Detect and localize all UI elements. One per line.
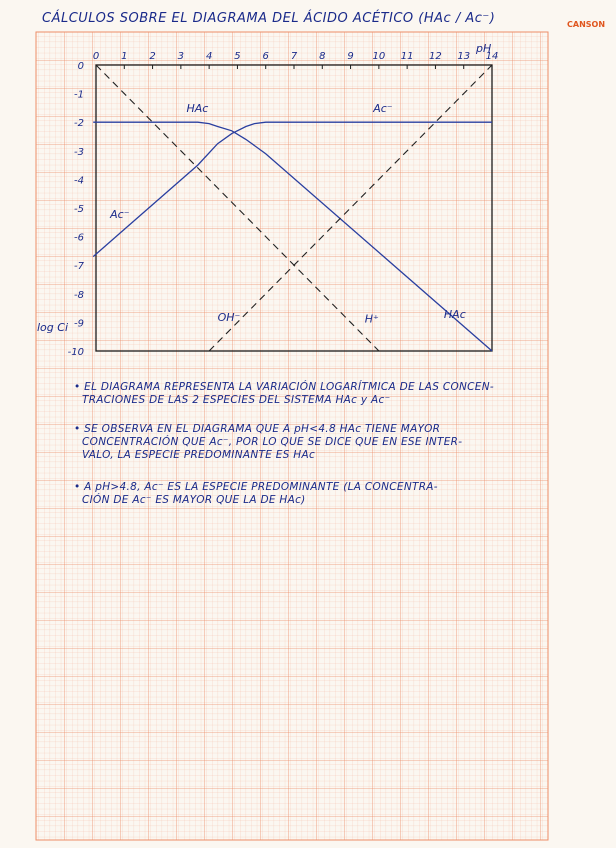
x-tick-label: 0: [92, 51, 100, 62]
x-tick-label: 10: [372, 51, 386, 62]
x-tick-label: 7: [290, 51, 298, 62]
note-line: • EL DIAGRAMA REPRESENTA LA VARIACIÓN LOGARÍTMICA DE LAS CONCEN-: [74, 381, 494, 393]
annotation-label: OH⁻: [217, 310, 241, 324]
y-tick-label: -7: [74, 261, 84, 273]
x-tick-label: 5: [234, 51, 241, 62]
note-line: • SE OBSERVA EN EL DIAGRAMA QUE A pH<4.8 HAc TIENE MAYOR: [74, 423, 441, 435]
x-tick-label: 12: [429, 51, 442, 62]
annotation-label: Ac⁻: [373, 102, 393, 116]
y-axis-label: log Ci: [37, 321, 69, 334]
x-axis-label: pH: [476, 42, 492, 55]
y-tick-label: -6: [74, 232, 84, 244]
y-tick-label: -10: [67, 347, 84, 358]
note-line: • A pH>4.8, Ac⁻ ES LA ESPECIE PREDOMINANTE (LA CONCENTRA-: [74, 481, 438, 493]
brand-logo: CANSON: [567, 20, 606, 29]
x-tick-label: 6: [262, 51, 269, 62]
x-tick-label: 8: [319, 51, 326, 62]
y-tick-label: -3: [74, 146, 84, 158]
y-tick-label: -5: [74, 204, 84, 215]
annotation-label: HAc: [443, 308, 466, 322]
y-tick-label: -8: [74, 289, 84, 301]
y-tick-label: -9: [74, 318, 84, 330]
y-tick-label: -1: [74, 89, 84, 101]
x-tick-label: 1: [121, 51, 128, 62]
x-tick-label: 11: [400, 51, 414, 62]
y-tick-label: 0: [77, 61, 84, 72]
x-tick-label: 2: [149, 51, 156, 62]
y-tick-label: -4: [74, 175, 84, 187]
page-title: CÁLCULOS SOBRE EL DIAGRAMA DEL ÁCIDO ACÉTICO (HAc / Ac⁻): [42, 11, 496, 26]
note-line: VALO, LA ESPECIE PREDOMINANTE ES HAc: [82, 449, 316, 461]
annotation-label: Ac⁻: [110, 208, 130, 222]
note-line: CIÓN DE Ac⁻ ES MAYOR QUE LA DE HAc): [82, 494, 306, 506]
note-line: CONCENTRACIÓN QUE Ac⁻, POR LO QUE SE DICE QUE EN ESE INTER-: [82, 436, 463, 448]
x-tick-label: 13: [457, 51, 471, 62]
x-tick-label: 4: [205, 51, 213, 62]
x-tick-label: 14: [485, 51, 499, 62]
annotation-label: H⁺: [364, 312, 379, 326]
annotation-label: HAc: [186, 102, 209, 116]
note-line: TRACIONES DE LAS 2 ESPECIES DEL SISTEMA HAc y Ac⁻: [82, 394, 391, 406]
x-tick-label: 9: [347, 51, 354, 62]
x-tick-label: 3: [177, 51, 185, 62]
y-tick-label: -2: [74, 118, 84, 130]
